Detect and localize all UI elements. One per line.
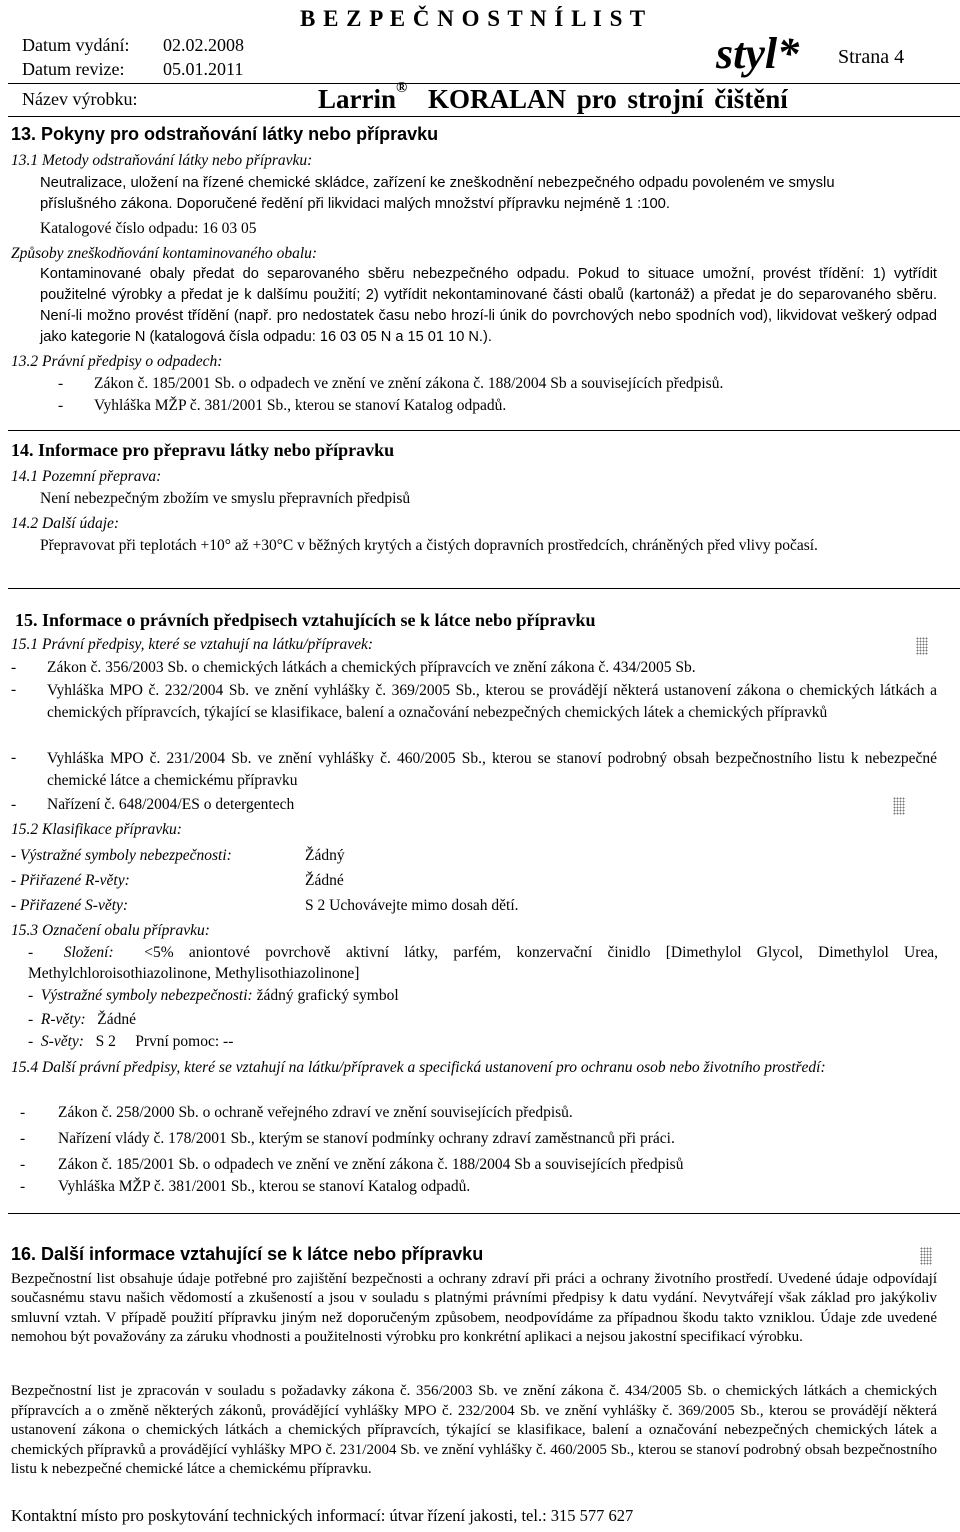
section-13-2-heading: 13.2 Právní předpisy o odpadech: bbox=[11, 353, 223, 370]
shading-mark bbox=[916, 637, 928, 655]
other-law-dash-2: - bbox=[20, 1130, 26, 1147]
regulation-dash-4: - bbox=[11, 796, 17, 813]
label-s-phrases-value: S 2 První pomoc: -- bbox=[95, 1033, 234, 1050]
other-law-dash-1: - bbox=[20, 1104, 26, 1121]
other-law-4: Vyhláška MŽP č. 381/2001 Sb., kterou se stanoví Katalog odpadů. bbox=[58, 1178, 471, 1195]
regulation-dash-3: - bbox=[11, 749, 17, 766]
land-transport-text: Není nebezpečným zbožím ve smyslu přepravních předpisů bbox=[40, 490, 411, 507]
other-law-3: Zákon č. 185/2001 Sb. o odpadech ve znění ve znění zákona č. 188/2004 Sb a souvisejících předpisů bbox=[58, 1156, 684, 1173]
section-16-paragraph-2: Bezpečnostní list je zpracován v souladu s požadavky zákona č. 356/2003 Sb. ve znění zákona č. 434/2005 Sb. o chemických látkách a chemických přípravcích a o změně některých zákonů, provádějící vyhlášky MPO č. 232/2004 Sb. ve znění vyhlášky č. 369/2005 Sb., kterou se provádějí některá ustanovení zákona o chemických látkách a chemických přípravcích, týkající se klasifikace, balení a označování nebezpečných chemických látek a chemických přípravků a provádějící vyhlášky MPO č. 231/2004 Sb. ve znění vyhlášky č. 460/2005 Sb., kterou se stanoví podrobný obsah bezpečnostního listu k nebezpečné chemické látce a chemickému přípravku. bbox=[11, 1383, 937, 1478]
section-13-1-heading: 13.1 Metody odstraňování látky nebo přípravku: bbox=[11, 152, 313, 169]
packaging-disposal-text: Kontaminované obaly předat do separovaného sběru nebezpečného odpadu. Pokud to situace umožní, provést třídění: 1) vytřídit použitelné výrobky a předat je k dalšímu použití; 2) vytřídit nekontaminované části obalů (kartonáž) a předat je do separovaného sběru. Není-li možno provést třídění (např. pro nedostatek času nebo hrozí-li únik do povrchových nebo spodních vod), likvidovat veškerý odpad jako kategorie N (katalogová čísla odpadu: 16 03 05 N a 15 01 10 N.). bbox=[40, 266, 937, 345]
label-r-phrases: - R-věty: Žádné bbox=[28, 1011, 137, 1028]
section-14-heading: 14. Informace pro přepravu látky nebo přípravku bbox=[11, 440, 395, 460]
section-13-1-text-line1: Neutralizace, uložení na řízené chemické skládce, zařízení ke zneškodnění nebezpečného odpadu povoleném ve smyslu bbox=[40, 175, 835, 191]
section-15-4-heading: 15.4 Další právní předpisy, které se vztahují na látku/přípravek a specifická ustanovení pro ochranu osob nebo životního prostředí: bbox=[11, 1059, 826, 1076]
section-15-heading: 15. Informace o právních předpisech vztahujících se k látce nebo přípravku bbox=[15, 610, 596, 630]
other-law-dash-3: - bbox=[20, 1156, 26, 1173]
section-15-2-heading: 15.2 Klasifikace přípravku: bbox=[11, 821, 182, 838]
label-hazard-symbols-value: žádný grafický symbol bbox=[256, 987, 399, 1004]
regulation-4: Nařízení č. 648/2004/ES o detergentech bbox=[47, 796, 295, 813]
hazard-symbols-value: Žádný bbox=[305, 847, 345, 864]
section-13-heading: 13. Pokyny pro odstraňování látky nebo přípravku bbox=[11, 124, 439, 144]
composition-label: Složení: bbox=[63, 944, 114, 961]
label-s-phrases-label: S-věty: bbox=[40, 1033, 84, 1050]
shading-mark bbox=[893, 797, 905, 815]
label-composition: - Složení: <5% aniontové povrchově aktivní látky, parfém, konzervační činidlo [Dimethylol Glycol, Dimethylol Urea, Methylchloroisothiazolinone, Methylisothiazolinone] bbox=[28, 944, 939, 982]
other-law-2: Nařízení vlády č. 178/2001 Sb., kterým se stanoví podmínky ochrany zdraví zaměstnanců při práci. bbox=[58, 1130, 675, 1147]
law-dash-2: - bbox=[58, 397, 64, 414]
other-law-1: Zákon č. 258/2000 Sb. o ochraně veřejného zdraví ve znění souvisejících předpisů. bbox=[58, 1104, 573, 1121]
law-dash-1: - bbox=[58, 375, 64, 392]
waste-law-2: Vyhláška MŽP č. 381/2001 Sb., kterou se stanoví Katalog odpadů. bbox=[94, 397, 507, 414]
registered-mark: ® bbox=[396, 80, 408, 96]
contact-info: Kontaktní místo pro poskytování technických informací: útvar řízení jakosti, tel.: 315 577 627 bbox=[11, 1506, 634, 1525]
r-phrases-value: Žádné bbox=[305, 872, 344, 889]
section-15-1-heading: 15.1 Právní předpisy, které se vztahují na látku/přípravek: bbox=[11, 636, 374, 653]
other-law-dash-4: - bbox=[20, 1178, 26, 1195]
issue-date-label: Datum vydání: bbox=[22, 35, 130, 55]
section-13-1-text-line2: příslušného zákona. Doporučené ředění při likvidaci malých množství přípravku nejméně 1 :100. bbox=[40, 196, 671, 212]
section-divider-16 bbox=[8, 1213, 960, 1214]
section-14-2-heading: 14.2 Další údaje: bbox=[11, 515, 120, 532]
section-16-paragraph-1: Bezpečnostní list obsahuje údaje potřebné pro zajištění bezpečnosti a ochrany zdraví při práci a ochrany životního prostředí. Uvedené údaje odpovídají současnému stavu našich vědomostí a zkušeností a jsou v souladu s platnými právními předpisy k datu vydání. Nevytvářejí však základ pro jakýkoliv smluvní vztah. V případě použití přípravku jiným než doporučeným způsobem, neodpovídáme za případnou škodu takto vzniklou. Údaje zde uvedené nemohou být považovány za záruku vhodnosti a použitelnosti výrobku pro konkrétní aplikaci a nejsou jakostní specifikací výrobku. bbox=[11, 1271, 937, 1345]
s-phrases-value: S 2 Uchovávejte mimo dosah dětí. bbox=[305, 897, 519, 914]
regulation-dash-1: - bbox=[11, 659, 17, 676]
section-16-heading: 16. Další informace vztahující se k látce nebo přípravku bbox=[11, 1244, 484, 1264]
regulation-1: Zákon č. 356/2003 Sb. o chemických látkách a chemických přípravcích ve znění zákona č. 434/2005 Sb. bbox=[47, 659, 696, 676]
s-phrases-label: - Přiřazené S-věty: bbox=[11, 897, 129, 914]
shading-mark bbox=[920, 1247, 932, 1265]
label-s-phrases: - S-věty: S 2 První pomoc: -- bbox=[28, 1033, 234, 1050]
issue-date: 02.02.2008 bbox=[163, 35, 244, 55]
revision-date-label: Datum revize: bbox=[22, 59, 125, 79]
r-phrases-label: - Přiřazené R-věty: bbox=[11, 872, 130, 889]
label-r-phrases-value: Žádné bbox=[97, 1011, 137, 1028]
label-hazard-symbols-label: Výstražné symboly nebezpečnosti: bbox=[40, 987, 253, 1004]
product-name: KORALAN pro strojní čištění bbox=[428, 84, 788, 114]
regulation-2: Vyhláška MPO č. 232/2004 Sb. ve znění vyhlášky č. 369/2005 Sb., kterou se provádějí některá ustanovení zákona o chemických látkách a chemických přípravcích, týkající se klasifikace, balení a označování nebezpečných chemických látek a chemických přípravků bbox=[47, 682, 937, 721]
waste-catalog-number: Katalogové číslo odpadu: 16 03 05 bbox=[40, 220, 257, 237]
hazard-symbols-label: - Výstražné symboly nebezpečnosti: bbox=[11, 847, 232, 864]
packaging-disposal-heading: Způsoby zneškodňování kontaminovaného obalu: bbox=[11, 245, 318, 262]
product-name-brand: Larrin bbox=[318, 84, 396, 114]
regulation-dash-2: - bbox=[11, 681, 17, 698]
section-14-1-heading: 14.1 Pozemní přeprava: bbox=[11, 468, 162, 485]
product-label: Název výrobku: bbox=[22, 89, 138, 109]
section-15-3-heading: 15.3 Označení obalu přípravku: bbox=[11, 922, 210, 939]
revision-date: 05.01.2011 bbox=[163, 59, 244, 79]
document-title: B E Z P E Č N O S T N Í L I S T bbox=[300, 6, 647, 31]
label-hazard-symbols: - Výstražné symboly nebezpečnosti: žádný grafický symbol bbox=[28, 987, 399, 1004]
label-r-phrases-label: R-věty: bbox=[40, 1011, 86, 1028]
section-divider-15 bbox=[8, 588, 960, 589]
page-number: Strana 4 bbox=[838, 46, 905, 68]
regulation-3: Vyhláška MPO č. 231/2004 Sb. ve znění vyhlášky č. 460/2005 Sb., kterou se stanoví podrobný obsah bezpečnostního listu k nebezpečné chemické látce a chemickému přípravku bbox=[47, 750, 937, 789]
waste-law-1: Zákon č. 185/2001 Sb. o odpadech ve znění ve znění zákona č. 188/2004 Sb a souvisejících předpisů. bbox=[94, 375, 724, 392]
composition-value: <5% aniontové povrchově aktivní látky, parfém, konzervační činidlo [Dimethylol Glycol, Dimethylol Urea, Methylchloroisothiazolinone, Methylisothiazolinone] bbox=[28, 944, 939, 982]
header-bottom-divider bbox=[8, 116, 960, 117]
section-divider-14 bbox=[8, 430, 960, 431]
company-logo: styl* bbox=[716, 29, 800, 78]
transport-conditions-text: Přepravovat při teplotách +10° až +30°C v běžných krytých a čistých dopravních prostředcích, chráněných před vlivy počasí. bbox=[40, 537, 818, 554]
